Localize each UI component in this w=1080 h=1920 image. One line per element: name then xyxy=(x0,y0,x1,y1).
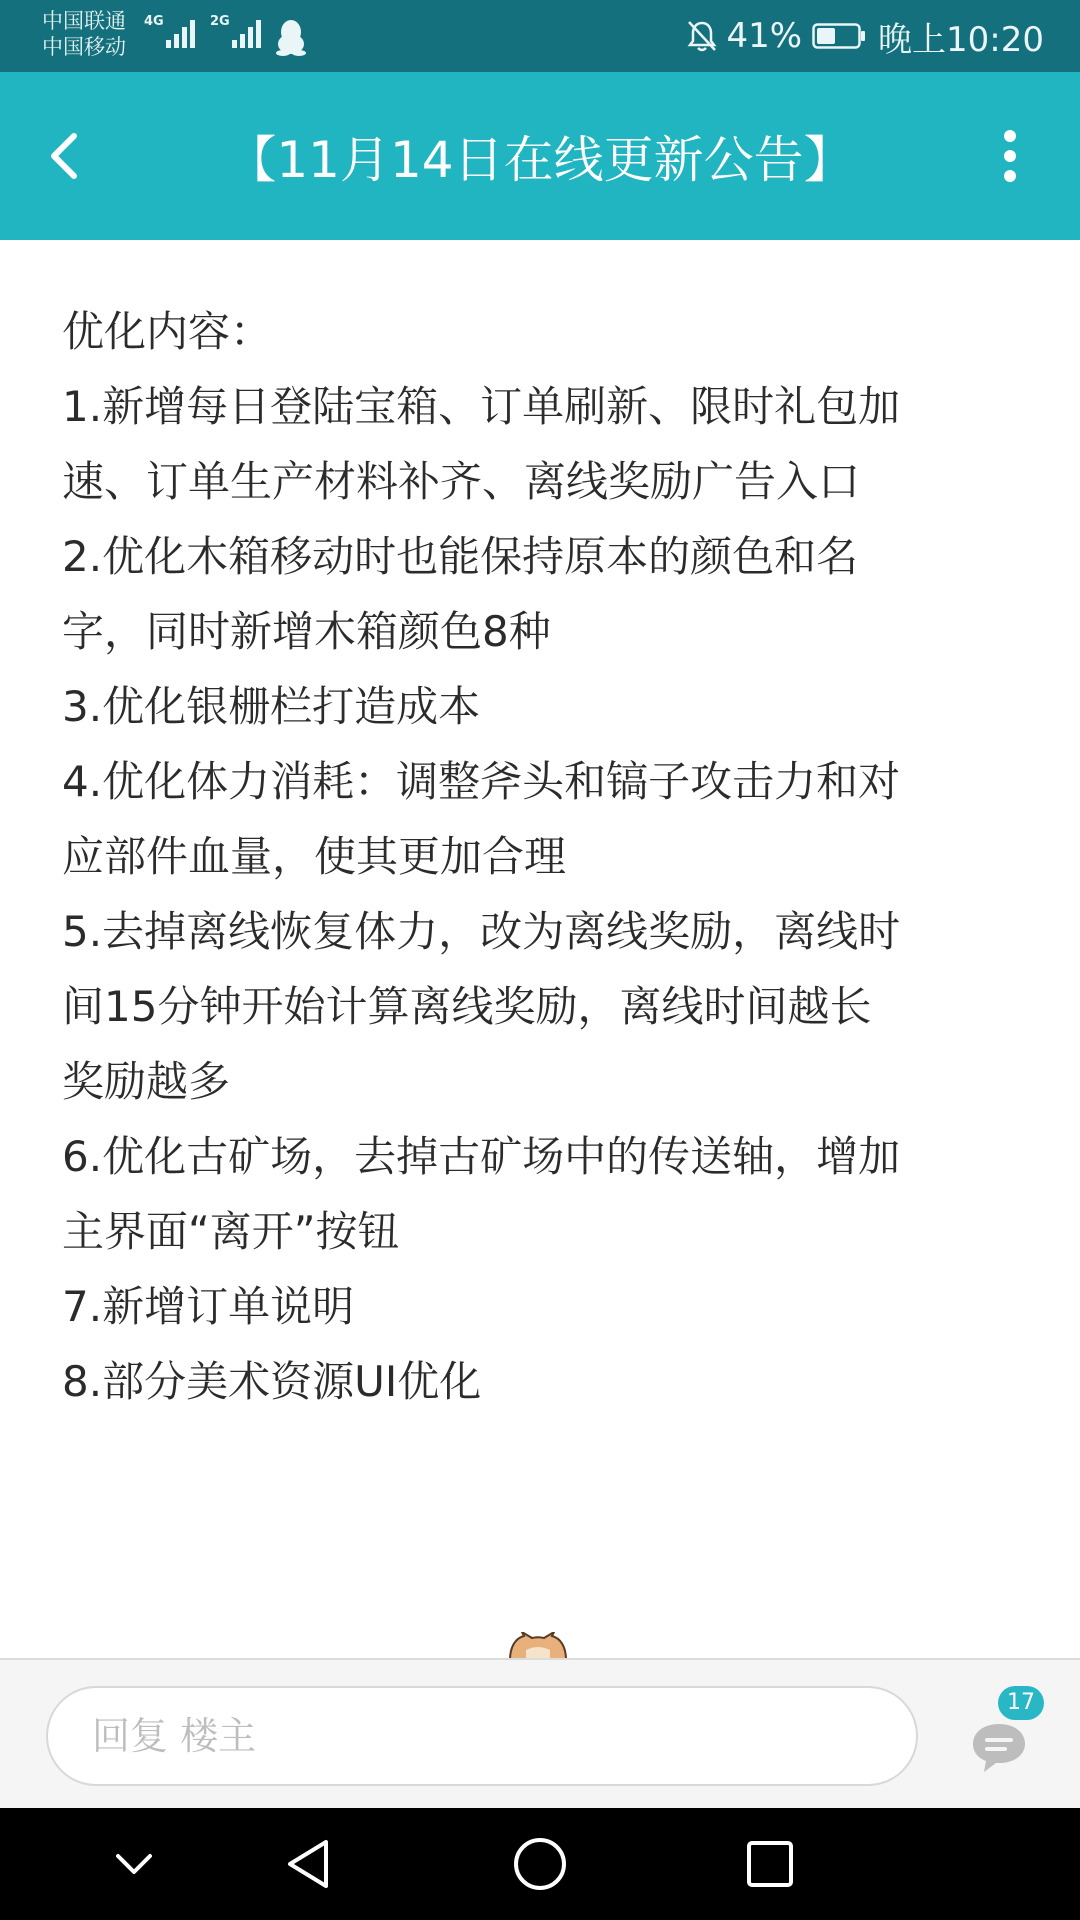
post-line: 2.优化木箱移动时也能保持原本的颜色和名 xyxy=(62,532,859,581)
post-body xyxy=(62,294,1022,1419)
reply-input[interactable] xyxy=(46,1686,918,1786)
post-line: 6.优化古矿场，去掉古矿场中的传送轴，增加 xyxy=(62,1132,901,1181)
post-line: 4.优化体力消耗：调整斧头和镐子攻击力和对 xyxy=(62,757,901,806)
post-line: 字，同时新增木箱颜色8种 xyxy=(62,607,551,656)
back-arrow-icon[interactable] xyxy=(44,128,84,184)
post-heading: 优化内容： xyxy=(62,307,273,356)
more-vertical-icon[interactable] xyxy=(1000,128,1020,184)
chevron-down-icon[interactable] xyxy=(104,1834,164,1894)
page-title: 【11月14日在线更新公告】 xyxy=(226,131,854,189)
app-header xyxy=(0,72,1080,240)
chat-bubble-icon xyxy=(970,1720,1028,1776)
status-bar xyxy=(0,0,1080,72)
carrier-names xyxy=(42,8,126,60)
reply-placeholder: 回复 楼主 xyxy=(92,1714,257,1758)
post-line: 间15分钟开始计算离线奖励，离线时间越长 xyxy=(62,982,872,1031)
post-line: 3.优化银栅栏打造成本 xyxy=(62,682,481,731)
recents-square-icon[interactable] xyxy=(740,1834,800,1894)
post-line: 速、订单生产材料补齐、离线奖励广告入口 xyxy=(62,457,861,506)
post-line: 8.部分美术资源UI优化 xyxy=(62,1357,482,1406)
bell-off-icon xyxy=(686,19,718,53)
post-line: 主界面“离开”按钮 xyxy=(62,1207,400,1256)
clock: 晚上10:20 xyxy=(878,19,1044,60)
post-line: 1.新增每日登陆宝箱、订单刷新、限时礼包加 xyxy=(62,382,901,431)
post-line: 5.去掉离线恢复体力，改为离线奖励，离线时 xyxy=(62,907,901,956)
qq-penguin-icon xyxy=(274,18,308,56)
network-type-2: 2G xyxy=(210,14,230,29)
home-circle-icon[interactable] xyxy=(510,1834,570,1894)
battery-icon xyxy=(812,23,866,49)
status-indicators xyxy=(686,0,1044,72)
system-nav-bar xyxy=(0,1808,1080,1920)
carrier-1: 中国联通 xyxy=(42,9,126,33)
carrier-2: 中国移动 xyxy=(42,35,126,59)
back-triangle-icon[interactable] xyxy=(280,1834,340,1894)
post-line: 奖励越多 xyxy=(62,1057,231,1106)
mascot-image xyxy=(506,1632,570,1660)
battery-percent: 41% xyxy=(726,16,803,56)
comment-count-badge: 17 xyxy=(998,1686,1044,1720)
comments-button[interactable] xyxy=(966,1686,1058,1786)
post-line: 7.新增订单说明 xyxy=(62,1282,355,1331)
reply-bar xyxy=(0,1658,1080,1810)
post-line: 应部件血量，使其更加合理 xyxy=(62,832,567,881)
network-type-1: 4G xyxy=(144,14,164,29)
